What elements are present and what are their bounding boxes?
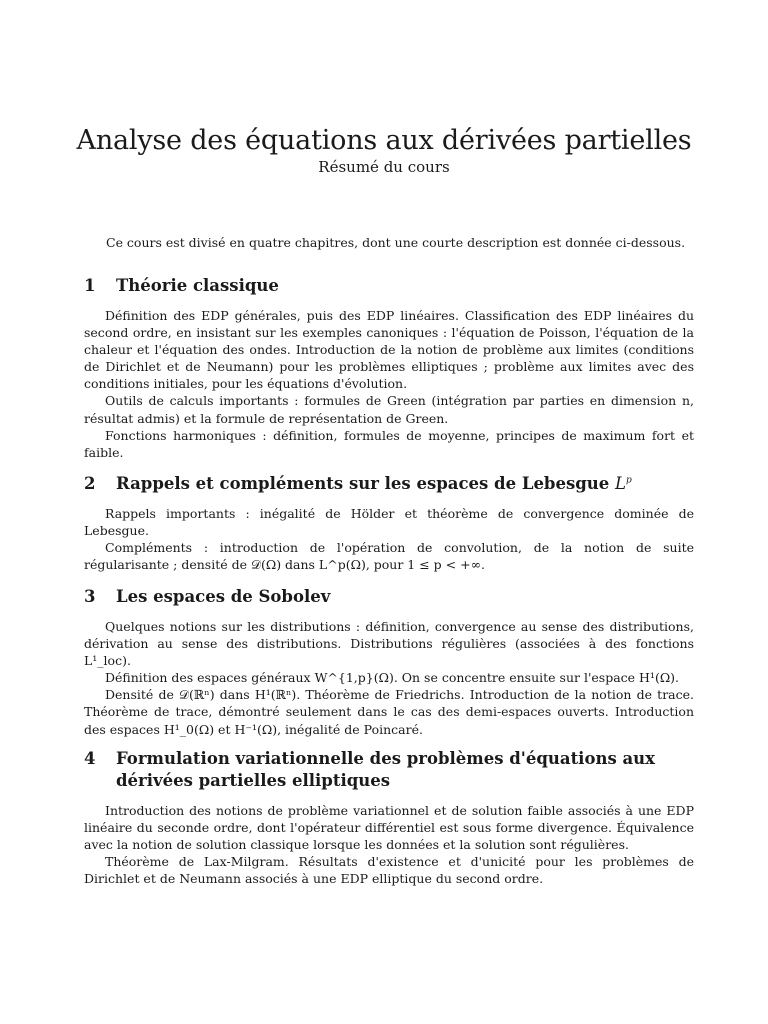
paragraph: Définition des EDP générales, puis des EDP linéaires. Classification des EDP linéaires du second ordre, en insistant sur les exemples canoniques : l'équation de Poisson, l'équation de la chaleur et l'équation des ondes. Introduction de la notion de problème aux limites (conditions de Dirichlet et de Neumann) pour les problèmes elliptiques ; problème aux limites avec des conditions initiales, pour les équations d'évolution. [84, 308, 694, 392]
section-2 [84, 473, 694, 573]
document-title: Analyse des équations aux dérivées partielles [76, 125, 692, 156]
paragraph: Quelques notions sur les distributions : définition, convergence au sense des distributions, dérivation au sense des distributions. Distributions régulières (associées à des fonctions L¹_loc). [84, 619, 694, 669]
section-body [84, 802, 694, 887]
section-number: 2 [84, 474, 96, 493]
paragraph: Théorème de Lax-Milgram. Résultats d'existence et d'unicité pour les problèmes de Dirichlet et de Neumann associés à une EDP elliptique du second ordre. [84, 854, 694, 887]
section-title-text: Rappels et compléments sur les espaces de Lebesgue [116, 474, 610, 493]
paragraph: Introduction des notions de problème variationnel et de solution faible associés à une EDP linéaire du seconde ordre, dont l'opérateur différentiel est sous forme divergence. Équivalence avec la notion de solution classique lorsque les données et la solution sont régulières. [84, 803, 694, 853]
section-number: 3 [84, 587, 96, 606]
intro-paragraph: Ce cours est divisé en quatre chapitres, dont une courte description est donnée ci-dessous. [106, 235, 686, 250]
lp-symbol: $L^p$ [615, 474, 632, 493]
paragraph: Outils de calculs importants : formules de Green (intégration par parties en dimension n, résultat admis) et la formule de représentation de Green. [84, 393, 694, 426]
section-1 [84, 275, 694, 461]
section-title: Théorie classique [116, 276, 279, 295]
section-body [84, 307, 694, 461]
paragraph: Densité de 𝒟(ℝⁿ) dans H¹(ℝⁿ). Théorème de Friedrichs. Introduction de la notion de trace. Théorème de trace, démontré seulement dans le cas des demi-espaces ouverts. Introduction des espaces H¹_0(Ω) et H⁻¹(Ω), inégalité de Poincaré. [84, 687, 694, 737]
section-title [116, 473, 694, 495]
paragraph: Rappels importants : inégalité de Hölder et théorème de convergence dominée de Lebesgue. [84, 506, 694, 539]
section-number: 1 [84, 276, 96, 295]
section-heading [84, 748, 694, 792]
paragraph: Définition des espaces généraux W^{1,p}(Ω). On se concentre ensuite sur l'espace H¹(Ω). [105, 670, 680, 686]
section-body [84, 618, 694, 738]
section-number: 4 [84, 749, 96, 768]
section-heading [84, 275, 694, 297]
section-title: Les espaces de Sobolev [116, 587, 331, 606]
section-4 [84, 748, 694, 887]
document-subtitle: Résumé du cours [318, 158, 450, 176]
section-body [84, 505, 694, 573]
section-title: Formulation variationnelle des problèmes d'équations aux dérivées partielles elliptiques [116, 749, 656, 790]
section-heading [84, 473, 694, 495]
paragraph: Fonctions harmoniques : définition, formules de moyenne, principes de maximum fort et faible. [84, 427, 694, 460]
section-heading [84, 586, 694, 608]
section-3 [84, 586, 694, 738]
paragraph: Compléments : introduction de l'opération de convolution, de la notion de suite régularisante ; densité de 𝒟(Ω) dans L^p(Ω), pour 1 ≤ p < +∞. [84, 540, 694, 573]
